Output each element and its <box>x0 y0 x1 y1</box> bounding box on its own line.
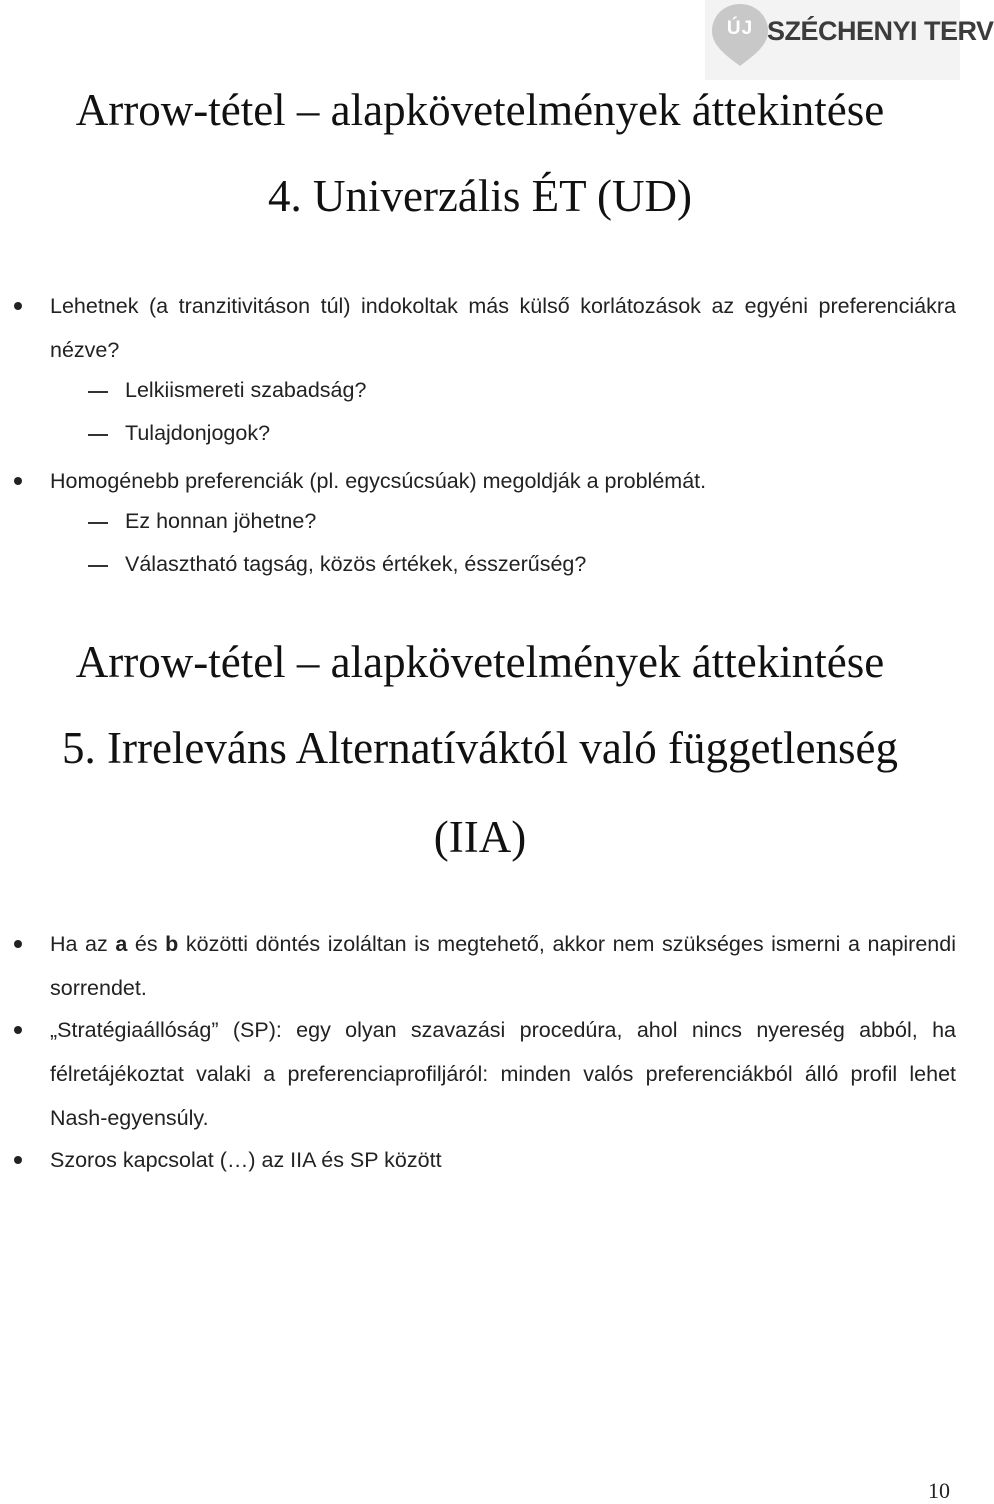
text-fragment: és <box>127 932 166 956</box>
szechenyi-terv-logo <box>705 0 994 80</box>
logo-badge: ÚJ <box>726 18 754 39</box>
bullet-icon <box>14 940 22 948</box>
bullet-icon <box>14 302 22 310</box>
text-fragment: közötti döntés izoláltan is megtehető, akkor nem szükséges ismerni a napirendi sorrendet. <box>50 932 956 1000</box>
slide1-subitem-3: Ez honnan jöhetne? <box>125 509 317 533</box>
dash-icon <box>88 565 108 567</box>
slide1-bullet-1: Lehetnek (a tranzitivitáson túl) indokoltak más külső korlátozások az egyéni preferenciákra nézve? <box>50 294 956 362</box>
logo-text: SZÉCHENYI TERV <box>767 16 994 46</box>
bullet-icon <box>14 477 22 485</box>
slide1-subitem-4: Választható tagság, közös értékek, ésszerűség? <box>125 552 587 576</box>
alternative-a: a <box>115 932 128 956</box>
slide1-subitem-2: Tulajdonjogok? <box>125 421 271 445</box>
slide2-bullet-2: „Stratégiaállóság” (SP): egy olyan szavazási procedúra, ahol nincs nyereség abból, ha félretájékoztat valaki a preferenciaprofiljáról: minden valós preferenciákból álló profil lehet Nash-egyensúly. <box>50 1018 956 1130</box>
dash-icon <box>88 522 108 524</box>
page-number: 10 <box>928 1478 950 1503</box>
slide2-subtitle-line1: 5. Irreleváns Alternatíváktól való függetlenség <box>62 723 898 773</box>
bullet-icon <box>14 1156 22 1164</box>
text-fragment: Ha az <box>50 932 116 956</box>
dash-icon <box>88 391 108 393</box>
slide2-bullet-1 <box>50 922 956 1010</box>
dash-icon <box>88 434 108 436</box>
slide2-subtitle-line2: (IIA) <box>433 812 527 862</box>
slide1-subitem-1: Lelkiismereti szabadság? <box>125 378 367 402</box>
slide1-subtitle: 4. Univerzális ÉT (UD) <box>267 171 693 221</box>
alternative-b: b <box>165 932 179 956</box>
bullet-icon <box>14 1026 22 1034</box>
slide1-title: Arrow-tétel – alapkövetelmények áttekintése <box>75 85 885 135</box>
slide1-bullet-2: Homogénebb preferenciák (pl. egycsúcsúak) megoldják a problémát. <box>50 469 707 493</box>
slide2-title: Arrow-tétel – alapkövetelmények áttekintése <box>75 637 885 687</box>
slide2-bullet-3: Szoros kapcsolat (…) az IIA és SP között <box>50 1148 442 1172</box>
